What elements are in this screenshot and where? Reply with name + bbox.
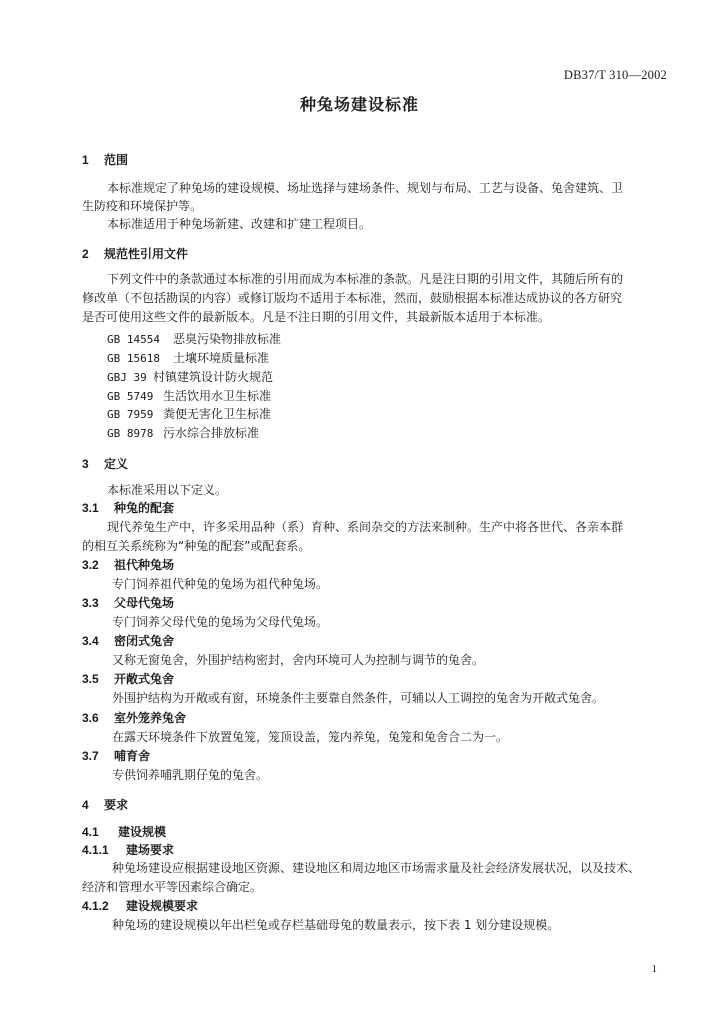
reference-code: GB 7959 (107, 408, 154, 421)
definition-heading (82, 500, 174, 516)
paragraph-line: 的相互关系统称为“种兔的配套”或配套系。 (82, 539, 311, 553)
section-heading-2 (82, 246, 188, 262)
paragraph-line: 种兔场的建设规模以年出栏兔或存栏基础母兔的数量表示，按下表 1 划分建设规模。 (112, 918, 560, 932)
definition-term: 种兔的配套 (114, 501, 175, 515)
subsection-title: 建设规模要求 (126, 899, 199, 913)
reference-item (107, 406, 271, 423)
definition-heading (82, 671, 174, 687)
subsection-title: 建设规模 (118, 825, 167, 839)
section-number: 2 (82, 247, 89, 261)
page-number: 1 (651, 963, 657, 975)
section-heading-1 (82, 152, 128, 168)
definition-term: 开敞式兔舍 (114, 672, 175, 686)
definition-term: 祖代种兔场 (114, 558, 175, 572)
reference-code: GB 8978 (107, 427, 154, 440)
paragraph-line: 专供饲养哺乳期仔兔的兔舍。 (112, 768, 269, 782)
paragraph-line: 下列文件中的条款通过本标准的引用而成为本标准的条款。凡是注日期的引用文件，其随后所有的 (107, 272, 624, 286)
reference-item (107, 369, 273, 386)
definition-term: 哺育舍 (114, 749, 151, 763)
section-number: 4 (82, 798, 89, 812)
reference-item (107, 388, 271, 405)
reference-name: 村镇建筑设计防火规范 (153, 370, 274, 384)
definition-heading (82, 633, 174, 649)
definition-number: 3.3 (82, 596, 99, 610)
reference-name: 恶臭污染物排放标准 (173, 332, 282, 346)
section-heading-3 (82, 456, 128, 472)
reference-name: 土壤环境质量标准 (173, 351, 270, 365)
section-title: 规范性引用文件 (104, 247, 189, 261)
subsection-heading (82, 898, 198, 914)
section-title: 要求 (104, 798, 129, 812)
reference-code: GB 14554 (107, 333, 160, 346)
definition-number: 3.7 (82, 749, 99, 763)
definition-heading (82, 748, 150, 764)
page-title: 种兔场建设标准 (299, 95, 419, 114)
reference-item (107, 350, 269, 367)
section-number: 1 (82, 153, 89, 167)
subsection-number: 4.1.2 (82, 899, 109, 913)
paragraph-line: 经济和管理水平等因素综合确定。 (82, 880, 263, 894)
reference-name: 粪便无害化卫生标准 (163, 407, 272, 421)
paragraph-line: 又称无窗兔舍，外围护结构密封，舍内环境可人为控制与调节的兔舍。 (112, 653, 485, 667)
paragraph-line: 生防疫和环境保护等。 (82, 199, 203, 213)
definition-heading (82, 595, 174, 611)
paragraph-line: 专门饲养祖代种兔的兔场为祖代种兔场。 (112, 577, 329, 591)
paragraph-line: 本标准规定了种兔场的建设规模、场址选择与建场条件、规划与布局、工艺与设备、兔舍建筑、卫 (107, 181, 624, 195)
subsection-heading (82, 824, 166, 840)
reference-code: GB 5749 (107, 390, 154, 403)
definition-number: 3.5 (82, 672, 99, 686)
definition-term: 密闭式兔舍 (114, 634, 175, 648)
standard-code: DB37/T 310—2002 (563, 68, 667, 82)
section-heading-4 (82, 797, 128, 813)
definition-number: 3.2 (82, 558, 99, 572)
paragraph-line: 在露天环境条件下放置兔笼，笼顶设盖，笼内养兔，兔笼和兔舍合二为一。 (112, 730, 509, 744)
definition-number: 3.6 (82, 711, 99, 725)
paragraph-line: 修改单（不包括勘误的内容）或修订版均不适用于本标准，然而，鼓励根据本标准达成协议的各方研究 (82, 291, 623, 305)
paragraph-line: 专门饲养父母代兔的兔场为父母代兔场。 (112, 615, 329, 629)
paragraph-line: 外围护结构为开敞或有窗，环境条件主要靠自然条件，可辅以人工调控的兔舍为开敞式兔舍。 (112, 691, 605, 705)
paragraph-line: 现代养兔生产中，许多采用品种（系）育种、系间杂交的方法来制种。生产中将各世代、各亲本群 (107, 520, 624, 534)
definition-term: 室外笼养兔舍 (114, 711, 187, 725)
section-title: 定义 (104, 457, 129, 471)
paragraph-line: 是否可使用这些文件的最新版本。凡是不注日期的引用文件，其最新版本适用于本标准。 (82, 310, 551, 324)
reference-code: GBJ 39 (107, 371, 147, 384)
definition-term: 父母代兔场 (114, 596, 175, 610)
section-number: 3 (82, 457, 89, 471)
subsection-number: 4.1.1 (82, 843, 109, 857)
definition-number: 3.4 (82, 634, 99, 648)
paragraph-line: 种兔场建设应根据建设地区资源、建设地区和周边地区市场需求量及社会经济发展状况，以及技术、 (112, 861, 641, 875)
reference-name: 污水综合排放标准 (163, 426, 260, 440)
subsection-number: 4.1 (82, 825, 99, 839)
paragraph-line: 本标准适用于种兔场新建、改建和扩建工程项目。 (107, 217, 372, 231)
subsection-title: 建场要求 (126, 843, 175, 857)
paragraph-line: 本标准采用以下定义。 (107, 483, 228, 497)
reference-code: GB 15618 (107, 352, 160, 365)
reference-item (107, 331, 281, 348)
section-title: 范围 (104, 153, 129, 167)
reference-item (107, 425, 259, 442)
definition-heading (82, 710, 186, 726)
reference-name: 生活饮用水卫生标准 (163, 389, 272, 403)
definition-heading (82, 557, 174, 573)
definition-number: 3.1 (82, 501, 99, 515)
subsection-heading (82, 842, 174, 858)
